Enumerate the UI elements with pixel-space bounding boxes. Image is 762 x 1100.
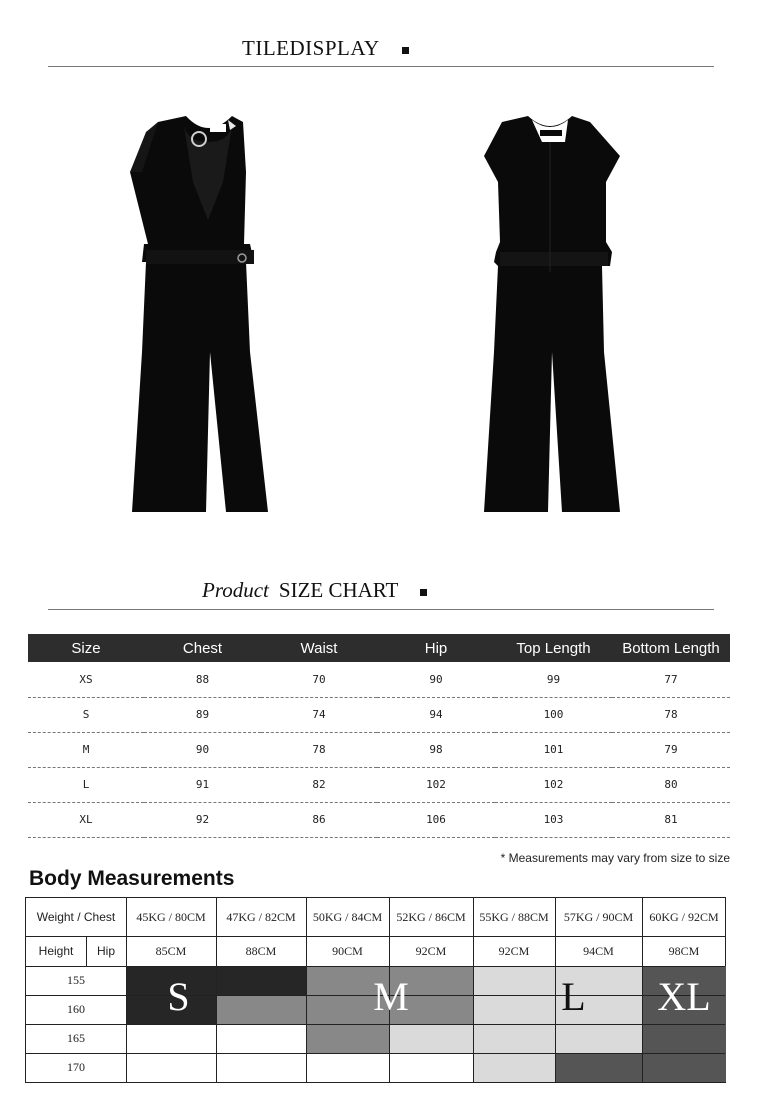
weight-chest-label: Weight / Chest — [36, 910, 116, 924]
table-cell: 78 — [261, 732, 377, 767]
hip-value: 92CM — [415, 943, 447, 958]
size-chart-heading-text: SIZE CHART — [278, 578, 399, 602]
size-m-label: M — [373, 973, 409, 1019]
page-title — [242, 36, 409, 61]
table-cell: 99 — [495, 662, 612, 697]
hip-value: 90CM — [332, 943, 363, 958]
height-label: Height — [38, 944, 74, 958]
hip-value: 88CM — [245, 943, 277, 958]
jumpsuit-front-image — [118, 112, 298, 517]
hip-value: 85CM — [155, 943, 187, 958]
size-chart-heading-italic: Product — [202, 578, 269, 602]
weight-chest-value: 45KG / 80CM — [136, 909, 206, 924]
table-cell: M — [28, 732, 144, 767]
table-cell: 82 — [261, 767, 377, 802]
weight-chest-value: 55KG / 88CM — [479, 909, 549, 924]
weight-chest-value: 52KG / 86CM — [396, 909, 466, 924]
table-row — [28, 767, 730, 802]
table-row — [28, 662, 730, 697]
table-cell: 81 — [612, 802, 730, 837]
height-value: 160 — [67, 1002, 85, 1016]
table-cell: 70 — [261, 662, 377, 697]
table-cell: 102 — [495, 767, 612, 802]
divider — [48, 609, 714, 610]
table-row — [28, 802, 730, 837]
size-table-header: Waist — [261, 634, 377, 662]
table-cell: S — [28, 697, 144, 732]
table-cell: 77 — [612, 662, 730, 697]
table-cell: 98 — [377, 732, 495, 767]
size-table-header: Chest — [144, 634, 261, 662]
table-cell: 100 — [495, 697, 612, 732]
table-cell: 101 — [495, 732, 612, 767]
table-cell: XS — [28, 662, 144, 697]
hip-value: 94CM — [583, 943, 614, 958]
table-cell: 90 — [144, 732, 261, 767]
table-cell: 78 — [612, 697, 730, 732]
height-value: 170 — [67, 1060, 85, 1074]
table-cell: XL — [28, 802, 144, 837]
size-xl-label: XL — [657, 973, 711, 1019]
size-s-label: S — [167, 973, 190, 1019]
height-value: 165 — [67, 1031, 85, 1045]
page-title-text: TILEDISPLAY — [242, 36, 380, 60]
weight-chest-value: 47KG / 82CM — [226, 909, 296, 924]
size-xl-block — [555, 1053, 642, 1082]
hip-value: 92CM — [498, 943, 530, 958]
measurement-note: * Measurements may vary from size to size — [500, 851, 730, 865]
table-cell: 88 — [144, 662, 261, 697]
size-table-header: Hip — [377, 634, 495, 662]
size-table — [28, 634, 730, 838]
hip-label: Hip — [96, 944, 115, 958]
size-table-header-row — [28, 634, 730, 662]
body-measurements-title: Body Measurements — [29, 867, 235, 890]
table-cell: 90 — [377, 662, 495, 697]
size-table-header: Size — [28, 634, 144, 662]
table-cell: 79 — [612, 732, 730, 767]
divider — [48, 66, 714, 67]
table-cell: L — [28, 767, 144, 802]
table-cell: 80 — [612, 767, 730, 802]
size-l-block — [389, 1024, 473, 1053]
table-cell: 103 — [495, 802, 612, 837]
square-icon — [402, 47, 409, 54]
weight-chest-value: 57KG / 90CM — [563, 909, 634, 924]
jumpsuit-back-image — [470, 112, 650, 517]
table-cell: 92 — [144, 802, 261, 837]
table-cell: 86 — [261, 802, 377, 837]
size-chart-heading — [202, 578, 427, 603]
table-row — [28, 732, 730, 767]
size-table-header: Top Length — [495, 634, 612, 662]
square-icon — [420, 589, 427, 596]
size-l-label: L — [561, 973, 586, 1019]
table-row — [28, 697, 730, 732]
size-table-header: Bottom Length — [612, 634, 730, 662]
table-cell: 102 — [377, 767, 495, 802]
hip-value: 98CM — [668, 943, 700, 958]
height-value: 155 — [67, 973, 85, 987]
table-cell: 94 — [377, 697, 495, 732]
table-cell: 74 — [261, 697, 377, 732]
weight-chest-value: 50KG / 84CM — [312, 909, 383, 924]
body-measurements-grid — [25, 897, 726, 1083]
table-cell: 91 — [144, 767, 261, 802]
table-cell: 106 — [377, 802, 495, 837]
table-cell: 89 — [144, 697, 261, 732]
weight-chest-value: 60KG / 92CM — [649, 909, 719, 924]
